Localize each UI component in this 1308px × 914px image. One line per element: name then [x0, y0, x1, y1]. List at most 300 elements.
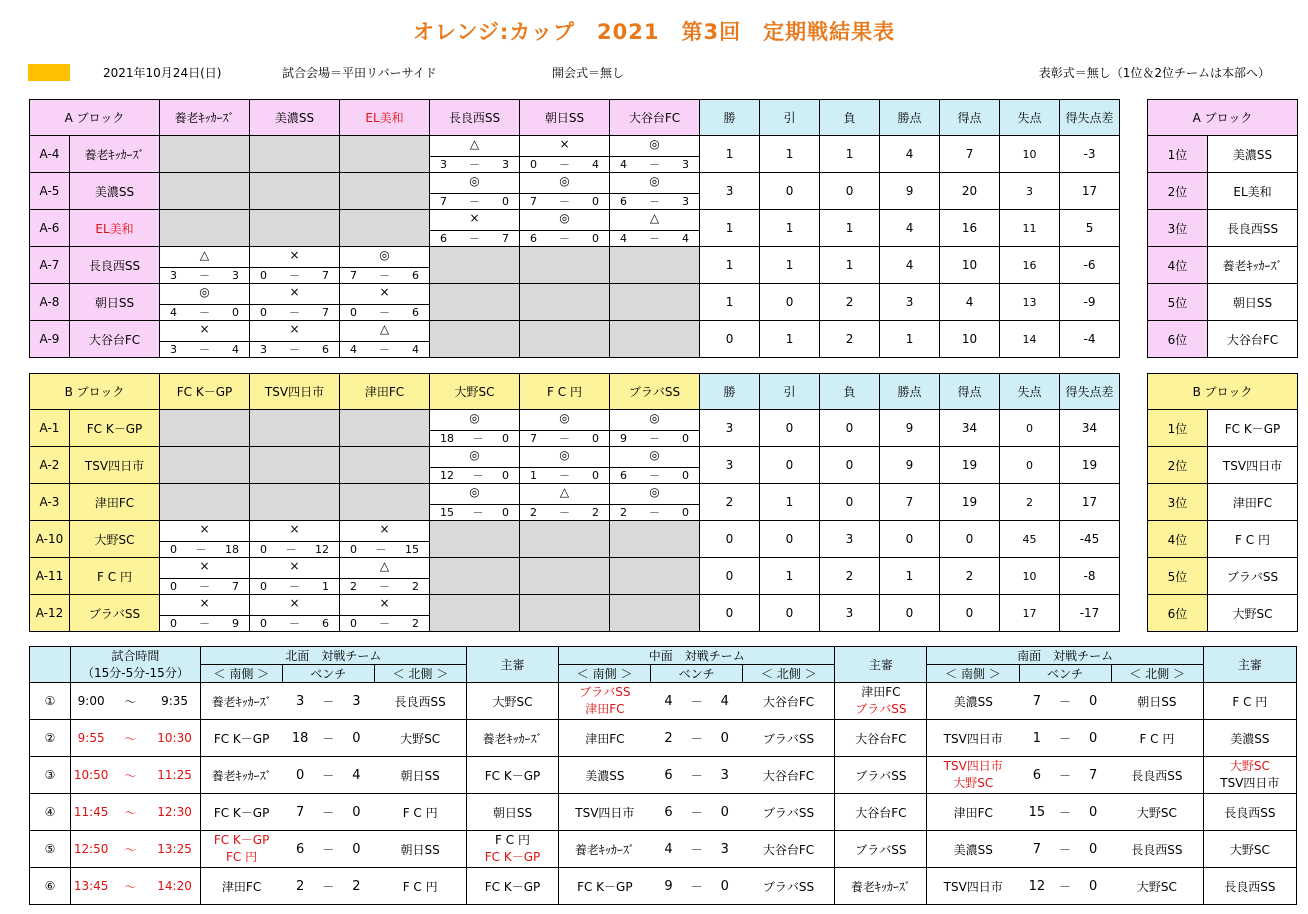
award-label: 表彰式＝無し（1位＆2位チームは本部へ） [1038, 66, 1270, 80]
stat-value: -8 [1060, 558, 1120, 595]
ranking-row [1148, 321, 1298, 358]
stat-value: 0 [700, 321, 760, 358]
score-opponent: 0 [502, 469, 509, 482]
score-dash: － [649, 506, 660, 519]
referee-team [466, 794, 558, 831]
match-score [160, 341, 249, 357]
score-own: 4 [350, 343, 358, 356]
score-dash: － [318, 868, 338, 905]
score-dash: － [469, 158, 481, 171]
south-team-name: ブラバSS [579, 685, 631, 699]
north-side-header: ＜ 北側 ＞ [374, 665, 466, 683]
stat-value: 0 [940, 595, 1000, 632]
stat-value: -6 [1060, 247, 1120, 284]
score-dash: － [379, 269, 391, 282]
time-header [70, 647, 200, 683]
empty-cell [520, 558, 610, 595]
score-dash: － [559, 158, 571, 171]
stat-value: 5 [1060, 210, 1120, 247]
stat-value: 1 [880, 558, 940, 595]
stat-value: 14 [1000, 321, 1060, 358]
result-symbol: △ [199, 248, 210, 262]
referee-team [466, 720, 558, 757]
result-symbol: × [559, 137, 570, 151]
referee-team [835, 868, 927, 905]
score-dash: － [686, 757, 706, 794]
score-opponent: 0 [502, 432, 509, 445]
stat-value: 1 [700, 210, 760, 247]
time-tilde: ～ [111, 794, 149, 831]
stat-value: 0 [820, 173, 880, 210]
referee-team-name: 養老ｷｯｶｰｽﾞ [850, 879, 911, 894]
score-opponent: 2 [412, 580, 419, 593]
south-team-name: 津田FC [953, 805, 993, 820]
south-team-name: FC K－GP [577, 879, 633, 894]
score-opponent: 4 [682, 232, 690, 245]
referee-team-name: F C 円 [495, 833, 530, 847]
stat-header: 勝 [700, 374, 760, 410]
score-own: 3 [170, 269, 178, 282]
score-dash: － [199, 343, 211, 356]
south-team [200, 683, 282, 720]
match-number: ② [30, 720, 71, 757]
schedule-row [30, 794, 1297, 831]
team-name: F C 円 [70, 558, 160, 595]
score-dash: － [199, 580, 210, 593]
match-result-cell [610, 210, 700, 247]
score-opponent: 0 [682, 432, 689, 445]
time-tilde: ～ [111, 868, 149, 905]
rank-label: 5位 [1148, 558, 1208, 595]
score-south: 12 [1019, 868, 1055, 905]
stat-value: 3 [700, 447, 760, 484]
score-own: 0 [260, 306, 268, 319]
score-dash: － [686, 868, 706, 905]
score-dash: － [1055, 794, 1075, 831]
stat-header: 失点 [1000, 374, 1060, 410]
score-own: 0 [260, 580, 267, 593]
empty-cell [340, 136, 430, 173]
south-team [927, 757, 1019, 794]
no-header [30, 647, 71, 683]
stat-value: 2 [820, 321, 880, 358]
score-dash: － [1055, 868, 1075, 905]
south-team [200, 757, 282, 794]
rank-team: FC K－GP [1208, 410, 1298, 447]
empty-cell [160, 484, 250, 521]
team-code: A-10 [30, 521, 70, 558]
rank-label: 3位 [1148, 210, 1208, 247]
south-team-name: 津田FC [585, 702, 625, 716]
north-side-header: ＜ 北側 ＞ [1111, 665, 1203, 683]
referee-team-name: ブラバSS [855, 842, 907, 857]
match-score [340, 304, 429, 320]
time-tilde: ～ [111, 831, 149, 868]
stat-header: 勝点 [880, 100, 940, 136]
match-result-cell [160, 247, 250, 284]
north-team: 大野SC [1111, 868, 1203, 905]
score-opponent: 6 [322, 617, 329, 630]
team-column-header: F C 円 [520, 374, 610, 410]
match-result-cell [340, 247, 430, 284]
north-team: ブラバSS [743, 794, 835, 831]
score-north: 0 [1075, 720, 1111, 757]
score-opponent: 0 [232, 306, 240, 319]
result-symbol: × [199, 522, 210, 536]
rank-label: 5位 [1148, 284, 1208, 321]
match-result-cell [430, 210, 520, 247]
match-score [160, 578, 249, 594]
score-opponent: 18 [225, 543, 239, 556]
stat-value: 4 [880, 247, 940, 284]
score-dash: － [289, 580, 300, 593]
empty-cell [340, 410, 430, 447]
match-result-cell [520, 410, 610, 447]
empty-cell [340, 447, 430, 484]
south-team [200, 720, 282, 757]
match-score [610, 156, 699, 172]
south-team-name: 美濃SS [953, 694, 993, 709]
referee-team-name: 長良西SS [1224, 879, 1276, 894]
stat-value: 34 [940, 410, 1000, 447]
north-team: ブラバSS [743, 868, 835, 905]
team-code: A-6 [30, 210, 70, 247]
match-score [250, 615, 339, 631]
stat-value: -17 [1060, 595, 1120, 632]
match-score [520, 230, 609, 246]
team-column-header: 美濃SS [250, 100, 340, 136]
score-north: 3 [707, 831, 743, 868]
score-south: 6 [651, 794, 687, 831]
match-result-cell [610, 173, 700, 210]
empty-cell [430, 321, 520, 358]
result-symbol: ◎ [649, 137, 660, 151]
match-score [610, 193, 699, 209]
match-score [340, 578, 429, 594]
empty-cell [250, 136, 340, 173]
score-opponent: 7 [322, 269, 330, 282]
referee-team [835, 831, 927, 868]
team-code: A-4 [30, 136, 70, 173]
team-name: 美濃SS [70, 173, 160, 210]
header-row [30, 374, 1120, 410]
stat-value: 1 [760, 484, 820, 521]
score-own: 4 [620, 158, 628, 171]
score-south: 4 [651, 683, 687, 720]
ranking-row [1148, 210, 1298, 247]
south-team-name: 美濃SS [953, 842, 993, 857]
result-symbol: △ [379, 559, 390, 573]
match-result-cell [340, 558, 430, 595]
score-own: 0 [350, 543, 357, 556]
south-team-name: TSV四日市 [943, 731, 1003, 746]
ranking-title: A ブロック [1148, 100, 1298, 136]
team-name: 長良西SS [70, 247, 160, 284]
empty-cell [250, 410, 340, 447]
rank-team: 大谷台FC [1208, 321, 1298, 358]
referee-team-name: 大谷台FC [855, 731, 907, 746]
match-result-cell [610, 447, 700, 484]
score-dash: － [686, 720, 706, 757]
score-south: 15 [1019, 794, 1055, 831]
stat-value: 3 [820, 595, 880, 632]
match-score [250, 578, 339, 594]
score-opponent: 15 [405, 543, 419, 556]
score-dash: － [195, 543, 207, 556]
team-column-header: TSV四日市 [250, 374, 340, 410]
empty-cell [160, 447, 250, 484]
score-own: 0 [260, 543, 267, 556]
team-column-header: 大野SC [430, 374, 520, 410]
south-team [200, 794, 282, 831]
score-opponent: 6 [412, 269, 420, 282]
referee-team [466, 683, 558, 720]
start-time: 10:50 [70, 757, 111, 794]
team-name: FC K－GP [70, 410, 160, 447]
team-column-header: ブラバSS [610, 374, 700, 410]
score-north: 3 [339, 683, 375, 720]
empty-cell [250, 484, 340, 521]
score-dash: － [559, 506, 570, 519]
score-dash: － [289, 306, 301, 319]
team-column-header: 津田FC [340, 374, 430, 410]
stat-value: 1 [820, 210, 880, 247]
stat-value: 17 [1060, 173, 1120, 210]
score-north: 2 [339, 868, 375, 905]
score-dash: － [1055, 757, 1075, 794]
referee-team [835, 683, 927, 720]
empty-cell [520, 595, 610, 632]
stat-value: 19 [1060, 447, 1120, 484]
south-team-name: 養老ｷｯｶｰｽﾞ [211, 768, 272, 783]
result-symbol: × [289, 596, 300, 610]
score-own: 3 [260, 343, 268, 356]
south-side-header: ＜ 南側 ＞ [559, 665, 651, 683]
score-dash: － [472, 432, 484, 445]
empty-cell [520, 284, 610, 321]
stat-value: 9 [880, 173, 940, 210]
result-symbol: △ [559, 485, 570, 499]
match-score [520, 504, 609, 520]
score-own: 2 [620, 506, 627, 519]
south-team [200, 868, 282, 905]
empty-cell [160, 136, 250, 173]
team-name: 養老ｷｯｶｰｽﾞ [70, 136, 160, 173]
score-own: 0 [170, 543, 177, 556]
table-row [30, 447, 1120, 484]
bench-header: ベンチ [1019, 665, 1111, 683]
referee-team [1203, 683, 1296, 720]
score-own: 7 [350, 269, 358, 282]
court-header: 北面 対戦チーム [200, 647, 466, 665]
score-dash: － [318, 683, 338, 720]
result-symbol: ◎ [469, 448, 480, 462]
score-dash: － [199, 617, 210, 630]
empty-cell [340, 173, 430, 210]
stat-value: 0 [820, 447, 880, 484]
stat-value: 0 [760, 410, 820, 447]
match-score [340, 267, 429, 283]
stat-header: 負 [820, 100, 880, 136]
south-team [559, 683, 651, 720]
north-team: 朝日SS [1111, 683, 1203, 720]
score-opponent: 4 [232, 343, 240, 356]
score-north: 0 [339, 794, 375, 831]
score-north: 4 [339, 757, 375, 794]
referee-team-name: 美濃SS [1230, 731, 1270, 746]
referee-team-name: F C 円 [1232, 694, 1268, 709]
score-north: 4 [707, 683, 743, 720]
match-schedule [29, 646, 1297, 905]
result-symbol: ◎ [649, 485, 660, 499]
score-dash: － [199, 306, 211, 319]
match-result-cell [160, 284, 250, 321]
stat-value: 0 [880, 595, 940, 632]
empty-cell [610, 595, 700, 632]
stat-header: 勝点 [880, 374, 940, 410]
start-time: 9:55 [70, 720, 111, 757]
stat-value: 34 [1060, 410, 1120, 447]
start-time: 9:00 [70, 683, 111, 720]
north-team: ブラバSS [743, 720, 835, 757]
match-result-cell [610, 410, 700, 447]
table-row [30, 247, 1120, 284]
score-own: 18 [440, 432, 454, 445]
empty-cell [430, 247, 520, 284]
match-score [610, 430, 699, 446]
score-own: 4 [620, 232, 628, 245]
score-opponent: 7 [232, 580, 239, 593]
referee-team-name: 養老ｷｯｶｰｽﾞ [482, 731, 543, 746]
stat-value: 17 [1060, 484, 1120, 521]
stat-value: 3 [880, 284, 940, 321]
score-north: 0 [1075, 794, 1111, 831]
match-result-cell [160, 321, 250, 358]
referee-team-name: FC K－GP [484, 850, 541, 864]
match-result-cell [430, 173, 520, 210]
stat-value: 2 [820, 558, 880, 595]
referee-team [835, 794, 927, 831]
stat-value: 1 [880, 321, 940, 358]
score-opponent: 7 [502, 232, 510, 245]
score-opponent: 12 [315, 543, 329, 556]
south-team-name: TSV四日市 [943, 759, 1003, 773]
rank-team: 養老ｷｯｶｰｽﾞ [1208, 247, 1298, 284]
team-column-header: FC K－GP [160, 374, 250, 410]
match-result-cell [250, 321, 340, 358]
match-result-cell [160, 595, 250, 632]
stat-value: 1 [760, 321, 820, 358]
table-row [30, 321, 1120, 358]
page-title: オレンジ:カップ 2021 第3回 定期戦結果表 [412, 20, 896, 44]
score-own: 0 [260, 617, 267, 630]
score-south: 6 [1019, 757, 1055, 794]
referee-team [1203, 831, 1296, 868]
team-column-header: 養老ｷｯｶｰｽﾞ [160, 100, 250, 136]
rank-team: 長良西SS [1208, 210, 1298, 247]
empty-cell [430, 595, 520, 632]
score-north: 0 [339, 720, 375, 757]
score-dash: － [559, 195, 571, 208]
rank-team: 大野SC [1208, 595, 1298, 632]
stat-header: 負 [820, 374, 880, 410]
match-score [160, 615, 249, 631]
result-symbol: × [469, 211, 480, 225]
south-team [559, 720, 651, 757]
team-name: ブラバSS [70, 595, 160, 632]
score-opponent: 3 [682, 158, 690, 171]
result-symbol: ◎ [469, 485, 480, 499]
team-name: 津田FC [70, 484, 160, 521]
score-own: 7 [530, 432, 537, 445]
match-score [520, 467, 609, 483]
stat-value: 20 [940, 173, 1000, 210]
referee-team-name: 朝日SS [492, 805, 533, 820]
result-symbol: ◎ [559, 174, 570, 188]
score-own: 0 [350, 306, 358, 319]
schedule-row [30, 831, 1297, 868]
score-opponent: 1 [322, 580, 329, 593]
south-team [927, 794, 1019, 831]
stat-value: 0 [760, 447, 820, 484]
stat-value: 7 [880, 484, 940, 521]
result-symbol: ◎ [379, 248, 390, 262]
rank-team: 津田FC [1208, 484, 1298, 521]
score-own: 4 [170, 306, 178, 319]
match-result-cell [520, 484, 610, 521]
result-symbol: × [289, 522, 300, 536]
empty-cell [250, 447, 340, 484]
stat-value: 1 [700, 247, 760, 284]
stat-header: 引 [760, 100, 820, 136]
north-team: 大野SC [374, 720, 466, 757]
south-team [200, 831, 282, 868]
score-own: 7 [530, 195, 538, 208]
match-score [340, 341, 429, 357]
score-dash: － [318, 757, 338, 794]
score-south: 7 [282, 794, 318, 831]
ranking-row [1148, 173, 1298, 210]
north-team: 大野SC [1111, 794, 1203, 831]
start-time: 13:45 [70, 868, 111, 905]
result-symbol: × [379, 596, 390, 610]
stat-value: 4 [940, 284, 1000, 321]
score-north: 0 [1075, 831, 1111, 868]
south-team-name: FC K－GP [213, 833, 270, 847]
rank-label: 4位 [1148, 247, 1208, 284]
start-time: 12:50 [70, 831, 111, 868]
match-number: ⑤ [30, 831, 71, 868]
score-north: 0 [1075, 683, 1111, 720]
referee-team [466, 831, 558, 868]
score-dash: － [649, 195, 661, 208]
ranking-title: B ブロック [1148, 374, 1298, 410]
empty-cell [340, 484, 430, 521]
referee-team-name: FC K－GP [484, 768, 541, 783]
empty-cell [340, 210, 430, 247]
stat-header: 得失点差 [1060, 100, 1120, 136]
score-opponent: 2 [412, 617, 419, 630]
result-symbol: × [379, 285, 390, 299]
schedule-row [30, 868, 1297, 905]
stat-value: 9 [880, 447, 940, 484]
north-team: 朝日SS [374, 757, 466, 794]
south-team-name: FC K－GP [213, 731, 270, 746]
table-row [30, 595, 1120, 632]
match-score [250, 267, 339, 283]
team-code: A-7 [30, 247, 70, 284]
referee-team-name: FC K－GP [484, 879, 541, 894]
